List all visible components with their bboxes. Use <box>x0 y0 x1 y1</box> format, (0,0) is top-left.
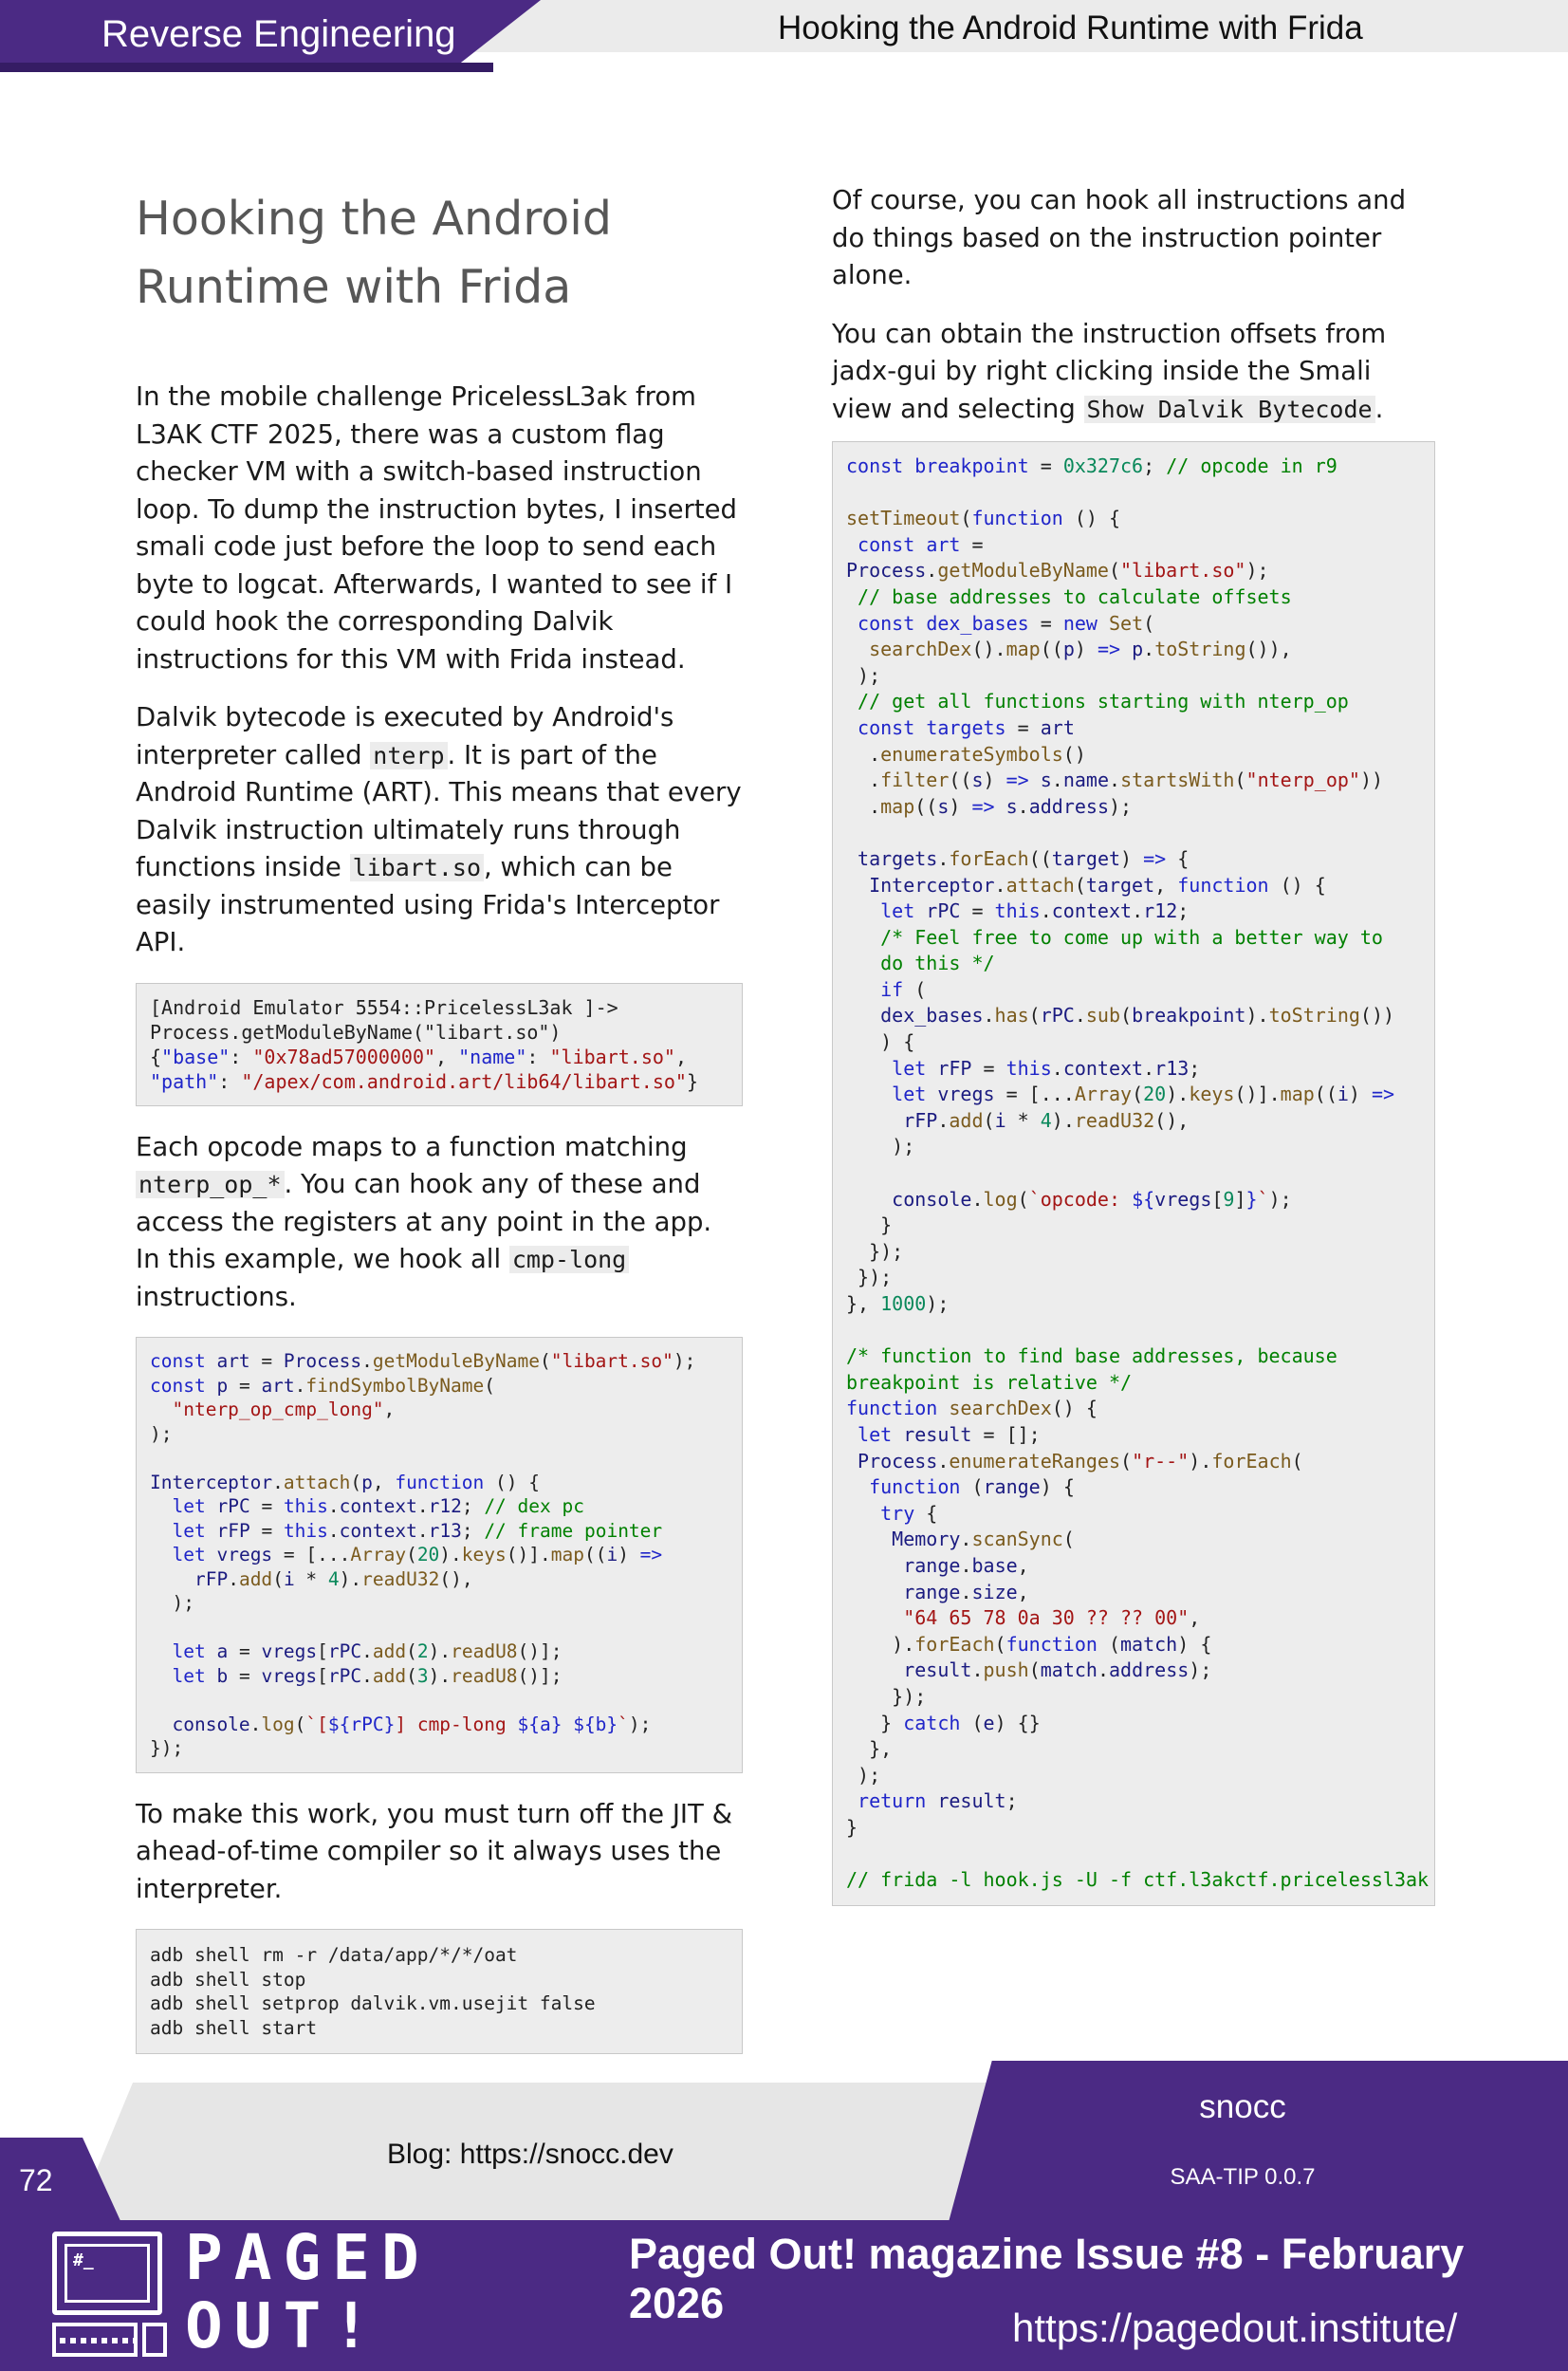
code-block-cmp-long-hook: const art = Process.getModuleByName("libart.so"); const p = art.findSymbolByName( "nterp_op_cmp_long", ); Interceptor.attach(p, function () { let rPC = this.context.r12; // dex pc let rFP = this.context.r13; // frame pointer let vregs = [...Array(20).keys()].map((i) => rFP.add(i * 4).readU32(), ); let a = vregs[rPC.add(2).readU8()]; let b = vregs[rPC.add(3).readU8()]; console.log(`[${rPC}] cmp-long ${a} ${b}`); }); <box>136 1337 743 1773</box>
adb-line: adb shell stop <box>150 1968 306 1991</box>
footer-author-box <box>949 2061 1568 2222</box>
terminal-logo-icon <box>52 2232 162 2315</box>
article-right-column <box>832 182 1435 1929</box>
adb-line: adb shell start <box>150 2016 318 2039</box>
logo-line1: PAGED <box>185 2221 431 2294</box>
footer-blog-link[interactable]: Blog: https://snocc.dev <box>387 2139 673 2170</box>
paragraph-jit: To make this work, you must turn off the JIT & ahead-of-time compiler so it always uses the interpreter. <box>136 1798 733 1904</box>
code-block-adb <box>136 1929 743 2054</box>
paragraph-jadx <box>832 316 1435 429</box>
article-left-column <box>136 185 743 2077</box>
code-block-libart-lookup: [Android Emulator 5554::PricelessL3ak ]-> Process.getModuleByName("libart.so") {"base": "0x78ad57000000", "name": "libart.so", "path": "/apex/com.android.art/lib64/libart.so"} <box>136 983 743 1106</box>
paragraph-opcode <box>136 1129 743 1317</box>
text: Dalvik bytecode is executed by Android's interpreter called <box>136 702 674 770</box>
adb-line: adb shell rm -r /data/app/*/*/oat <box>150 1944 518 1966</box>
code-block-breakpoint-hook: const breakpoint = 0x327c6; // opcode in r9 setTimeout(function () { const art = Process.getModuleByName("libart.so"); // base addresses to calculate offsets const dex_bases = new Set( searchDex().map((p) => p.toString()), ); // get all functions starting with nterp_op const targets = art .enumerateSymbols() .filter((s) => s.name.startsWith("nterp_op")) .map((s) => s.address); targets.forEach((target) => { Interceptor.attach(target, function () { let rPC = this.context.r12; /* Feel free to come up with a better way to do this */ if ( dex_bases.has(rPC.sub(breakpoint).toString()) ) { let rFP = this.context.r13; let vregs = [...Array(20).keys()].map((i) => rFP.add(i * 4).readU32(), ); console.log(`opcode: ${vregs[9]}`); } }); }); }, 1000); /* function to find base addresses, because breakpoint is relative */ function searchDex() { let result = []; Process.enumerateRanges("r--").forEach( function (range) { try { Memory.scanSync( range.base, range.size, "64 65 78 0a 30 ?? ?? 00", ).forEach(function (match) { result.push(match.address); }); } catch (e) {} }, ); return result; } // frida -l hook.js -U -f ctf.l3akctf.pricelessl3ak <box>832 441 1435 1906</box>
keyboard-logo-icon <box>52 2323 138 2357</box>
inline-code: Show Dalvik Bytecode <box>1084 396 1375 423</box>
inline-code: cmp-long <box>509 1246 629 1273</box>
text: . <box>1374 393 1384 424</box>
article-title <box>136 185 743 322</box>
adb-line: adb shell setprop dalvik.vm.usejit false <box>150 1992 596 2014</box>
paragraph-intro: In the mobile challenge PricelessL3ak from L3AK CTF 2025, there was a custom flag checker VM with a switch-based instruction loop. To dump the instruction bytes, I inserted smali code just before the loop to send each byte to logcat. Afterwards, I wanted to see if I could hook the corresponding Dalvik instructions for this VM with Frida instead. <box>136 381 737 675</box>
inline-code: nterp <box>370 742 447 769</box>
paged-out-logo <box>185 2221 431 2362</box>
text: instructions. <box>136 1281 297 1312</box>
header-section-label: Reverse Engineering <box>101 13 456 55</box>
text: . You can hook any of these and access the registers at any point in the app. In this example, we hook all <box>136 1169 712 1274</box>
footer-issue-title: Paged Out! magazine Issue #8 - February 2026 <box>629 2230 1465 2327</box>
page-number: 72 <box>19 2163 53 2197</box>
terminal-prompt: #_ <box>65 2244 150 2303</box>
paragraph-nterp <box>136 699 743 962</box>
keyboard-key-logo-icon <box>142 2323 167 2357</box>
text: . It is part of the Android Runtime (ART). This means that every Dalvik instruction ultimately runs through functions inside <box>136 739 742 882</box>
logo-line2: OUT! <box>185 2289 381 2362</box>
text: , which can be easily instrumented using Frida's Interceptor API. <box>136 852 720 957</box>
header-article-title: Hooking the Android Runtime with Frida <box>778 9 1363 46</box>
footer-license: SAA-TIP 0.0.7 <box>1170 2164 1316 2190</box>
footer-author: snocc <box>1199 2088 1286 2125</box>
inline-code: libart.so <box>350 854 484 881</box>
text: Each opcode maps to a function matching <box>136 1131 688 1162</box>
article-title-line1: Hooking the Android <box>136 192 612 246</box>
paragraph-instruction-pointer: Of course, you can hook all instructions and do things based on the instruction pointer alone. <box>832 185 1407 290</box>
article-title-line2: Runtime with Frida <box>136 260 572 314</box>
inline-code: nterp_op_* <box>136 1171 285 1198</box>
header-accent-stripe <box>0 63 493 72</box>
text: You can obtain the instruction offsets from jadx-gui by right clicking inside the Smali view and selecting <box>832 318 1387 424</box>
footer-site-url[interactable]: https://pagedout.institute/ <box>1012 2306 1458 2350</box>
